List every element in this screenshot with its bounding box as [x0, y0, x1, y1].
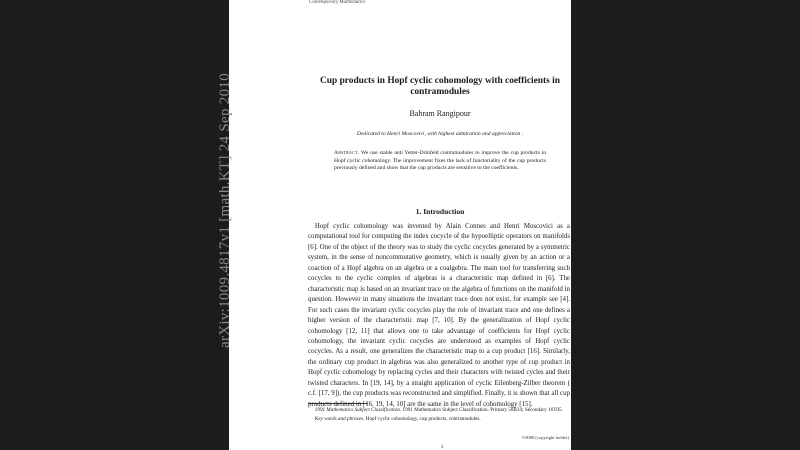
page-number: 1 [440, 444, 444, 450]
abstract [334, 150, 546, 173]
abstract-label: Abstract. [334, 150, 360, 156]
paper-title: Cup products in Hopf cyclic cohomology with coefficients in contramodules [320, 76, 560, 97]
abstract-text: We use stable anti Yetter-Drinfeld contramodules to improve the cup products in Hopf cyclic cohomology. The improvement fixes the lack of functoriality of the cup products previously defined and show that the cup products are sensitive to the coefficients. [334, 150, 546, 172]
author-name: Bahram Rangipour [409, 109, 471, 118]
dedication: Dedicated to Henri Moscovici, with highest admiration and appreciation . [356, 131, 524, 137]
footnotes [308, 406, 570, 423]
journal-series: Contemporary Mathematics [309, 0, 366, 5]
footnote-msc-label: 1991 Mathematics Subject Classification. [314, 407, 402, 413]
footnote-rule [308, 403, 368, 404]
copyright: ©0000 (copyright holder) [521, 435, 569, 440]
paper-page [217, 0, 571, 450]
arxiv-stamp: arXiv:1009.4817v1 [math.KT] 24 Sep 2010 [217, 73, 233, 348]
footnote-keywords: Hopf cyclic cohomology, cup products, contramodules. [365, 415, 481, 422]
footnote-msc: 1991 Mathematics Subject Classification. Primary 58B34; Secondary 16T05. [402, 407, 563, 413]
section-heading: 1. Introduction [415, 207, 465, 216]
intro-paragraph: Hopf cyclic cohomology was invented by Alain Connes and Henri Moscovici as a computational tool for computing the index cocycle of the hypoelliptic operators on manifolds [6]. One of the object of the theory was to study the cyclic cocycles generated by a symmetric system, in the sense of noncommutative geometry, which is usually given by an action or a coaction of a Hopf algebra on an algebra or a coalgebra. The main tool for transferring such cocycles to the cyclic complex of algebras is a characteristic map defined in [6]. The characteristic map is based on an invariant trace on the algebra of functions on the manifold in question. However in many situations the invariant trace does not exist, for example see [4]. For such cases the invariant cyclic cocycles play the role of invariant trace and one defines a higher version of the characteristic map [7, 10]. By the generalization of Hopf cyclic cohomology [12, 11] that allows one to take advantage of coefficients for Hopf cyclic cohomology, the invariant cyclic cocycles are understood as examples of Hopf cyclic cocycles. As a result, one generalizes the characteristic map to a cup product [16]. Similarly, the ordinary cup product in algebras was also generalized to another type of cup product in Hopf cyclic cohomology by replacing cycles and their characters with twisted cycles and their twisted characters. In [19, 14], by a straight application of cyclic Eilenberg-Zilber theorem ( c.f. [17, 9]), the cup products was reconstructed and simplified. Finally, it is shown that all cup products defined in [16, 19, 14, 10] are the same in the level of cohomology [15]. [308, 223, 570, 408]
footnote-keywords-label: Key words and phrases. [314, 415, 365, 422]
